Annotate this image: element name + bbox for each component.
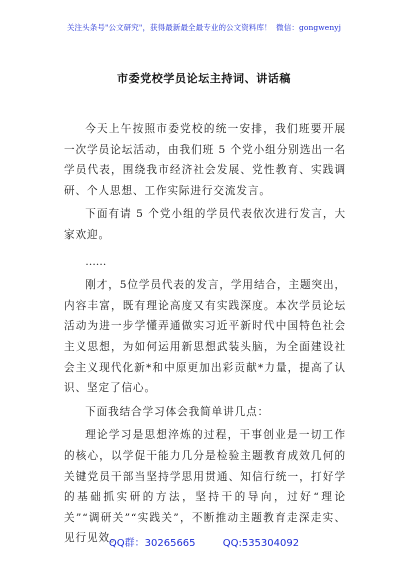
paragraph-ellipsis: …… <box>85 255 107 268</box>
paragraph-welcome: 下面有请 5 个党小组的学员代表依次进行发言，大家欢迎。 <box>64 208 346 241</box>
paragraph-theory: 理论学习是思想淬炼的过程，干事创业是一切工作的核心，以学促干能力几分是检验主题教育成效几何的关键党员干部当坚持学思用贯通、知信行统一，打好学的基础抓实研的方法，坚持干的导向，过好“理论关”“调研关”“实践关”，不断推动主题教育走深走实、见行见效。 <box>64 429 346 545</box>
document-body <box>64 119 346 549</box>
top-banner <box>0 22 408 33</box>
footer-contacts <box>0 534 408 549</box>
paragraph-intro: 今天上午按照市委党校的统一安排，我们班要开展一次学员论坛活动，由我们班 5 个党小组分别选出一名学员代表，围绕我市经济社会发展、党性教育、实践调研、个人思想、工作实际进行交流发言。 <box>64 123 346 197</box>
banner-wechat: 微信：gongwenyj <box>276 23 342 32</box>
document-title: 市委党校学员论坛主持词、讲话稿 <box>117 72 291 85</box>
paragraph-transition: 下面我结合学习体会我简单讲几点： <box>85 405 270 418</box>
banner-notice: 关注头条号"公文研究"，获得最新最全最专业的公文资料库！ <box>66 23 272 32</box>
paragraph-summary: 刚才，5位学员代表的发言，学用结合，主题突出，内容丰富，既有理论高度又有实践深度。本次学员论坛活动为进一步学懂弄通做实习近平新时代中国特色社会主义思想，为如何运用新思想武装头脑，为全面建设社会主义现代化新*和中原更加出彩贡献*力量，提高了认识、坚定了信心。 <box>64 279 346 395</box>
footer-qq: QQ:535304092 <box>222 538 300 549</box>
footer-qq-group: QQ群：30265665 <box>108 538 196 549</box>
